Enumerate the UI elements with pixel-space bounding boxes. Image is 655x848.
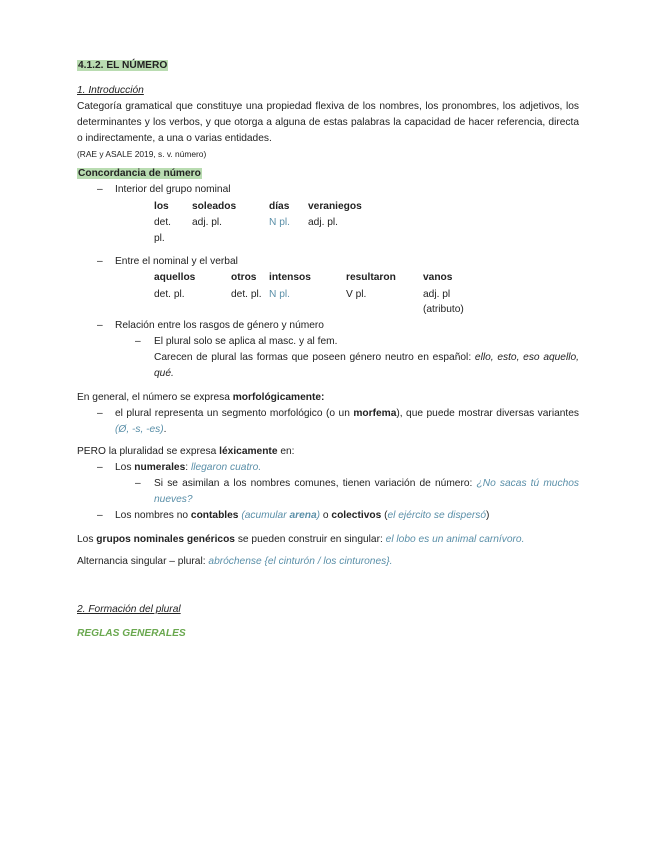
intro-heading: 1. Introducción (77, 85, 144, 96)
intro-definition: Categoría gramatical que constituye una propiedad flexiva de los nombres, los pronombres, los adjetivos, los determinantes y los verbos, y que otorga a alguna de estas palabras la capacidad de hacer referencia, directa o indirectamente, a una o varias entidades. (77, 101, 579, 144)
ex2-tag-atributo: (atributo) (423, 304, 464, 315)
lexico-item1-b: : (185, 462, 189, 473)
morfo-item-end: . (163, 424, 167, 435)
lexico-intro (77, 444, 295, 460)
concordancia-heading (77, 166, 202, 182)
lexico-item2-o: o (322, 510, 329, 521)
ex1-tag-pl: pl. (154, 233, 165, 244)
ex2-tag-noun: N pl. (269, 289, 290, 300)
lexico-item2-ex2: el ejército se dispersó (387, 510, 487, 521)
ex2-word-otros: otros (231, 272, 257, 283)
genericos-bold: grupos nominales genéricos (96, 534, 235, 545)
morfo-item (115, 406, 579, 438)
concordancia-sub-2 (154, 350, 579, 382)
dash-bullet: – (97, 462, 103, 473)
intro-citation: (RAE y ASALE 2019, s. v. número) (77, 149, 207, 159)
ex2-word-aquellos: aquellos (154, 272, 196, 283)
lexico-item1-bold: numerales (134, 462, 186, 473)
morfo-item-b: ), que puede mostrar diversas variantes (396, 408, 580, 419)
concordancia-item-1: Interior del grupo nominal (115, 184, 231, 195)
concordancia-sub-1: El plural solo se aplica al masc. y al fem. (154, 336, 338, 347)
ex2-word-vanos: vanos (423, 272, 453, 283)
formacion-subheading: REGLAS GENERALES (77, 628, 186, 639)
genericos-a: Los (77, 534, 94, 545)
ex1-tag-det: det. (154, 217, 171, 228)
ex2-word-intensos: intensos (269, 272, 311, 283)
lexico-item2-ex1b: arena (289, 510, 317, 521)
alternancia-example: abróchense {el cinturón / los cinturones}. (208, 556, 393, 567)
sub2-example: ello, esto, eso aquello, qué. (154, 352, 579, 379)
lexico-item1-a: Los (115, 462, 132, 473)
lexico-intro-bold: léxicamente (219, 446, 278, 457)
alternancia-text: Alternancia singular – plural: (77, 556, 206, 567)
lexico-sub (154, 476, 579, 508)
section-title-text: 4.1.2. EL NÚMERO (78, 60, 168, 71)
sub2-text: Carecen de plural las formas que poseen género neutro en español: (154, 352, 472, 363)
ex1-tag-noun: N pl. (269, 217, 290, 228)
lexico-sub-example: ¿No sacas tú muchos nueves? (154, 478, 579, 505)
lexico-sub-text: Si se asimilan a los nombres comunes, tienen variación de número: (154, 478, 473, 489)
ex1-tag-adj2: adj. pl. (308, 217, 339, 228)
lexico-item-2: Los nombres no contables (acumular arena) o colectivos (el ejército se dispersó) (115, 510, 490, 521)
morfo-item-a: el plural representa un segmento morfológico (o un (115, 408, 350, 419)
ex1-tag-adj: adj. pl. (192, 217, 223, 228)
genericos-example: el lobo es un animal carnívoro. (385, 534, 525, 545)
lexico-item2-bold2: colectivos (331, 510, 382, 521)
ex2-tag-verb: V pl. (346, 289, 367, 300)
alternancia (77, 554, 392, 570)
ex2-tag-det2: det. pl. (231, 289, 262, 300)
lexico-item2-ex1a: acumular (244, 510, 287, 521)
ex1-word-veraniegos: veraniegos (308, 201, 362, 212)
concordancia-item-2: Entre el nominal y el verbal (115, 256, 238, 267)
dash-bullet: – (97, 408, 103, 419)
dash-bullet: – (135, 336, 141, 347)
ex1-word-dias: días (269, 201, 290, 212)
lexico-item1-example: llegaron cuatro. (190, 462, 262, 473)
morfo-item-bold: morfema (353, 408, 397, 419)
morfo-intro-bold: morfológicamente: (232, 392, 325, 403)
genericos (77, 532, 524, 548)
lexico-item2-bold1: contables (190, 510, 239, 521)
ex2-word-resultaron: resultaron (346, 272, 396, 283)
concordancia-item-3: Relación entre los rasgos de género y número (115, 320, 324, 331)
morfo-item-example: (Ø, -s, -es) (115, 424, 164, 435)
ex1-word-soleados: soleados (192, 201, 237, 212)
lexico-item2-a: Los nombres no (115, 510, 189, 521)
lexico-intro-end: en: (280, 446, 295, 457)
dash-bullet: – (135, 478, 141, 489)
morfo-intro (77, 390, 324, 406)
dash-bullet: – (97, 256, 103, 267)
ex2-tag-det1: det. pl. (154, 289, 185, 300)
section-title (77, 58, 168, 74)
lexico-item-1 (115, 460, 261, 476)
concordancia-heading-text: Concordancia de número (78, 168, 201, 179)
dash-bullet: – (97, 320, 103, 331)
dash-bullet: – (97, 184, 103, 195)
ex2-tag-adj: adj. pl (423, 289, 451, 300)
ex1-word-los: los (154, 201, 169, 212)
formacion-heading: 2. Formación del plural (77, 604, 181, 615)
dash-bullet: – (97, 510, 103, 521)
genericos-b: se pueden construir en singular: (237, 534, 383, 545)
lexico-intro-text: PERO la pluralidad se expresa (77, 446, 217, 457)
morfo-intro-text: En general, el número se expresa (77, 392, 230, 403)
